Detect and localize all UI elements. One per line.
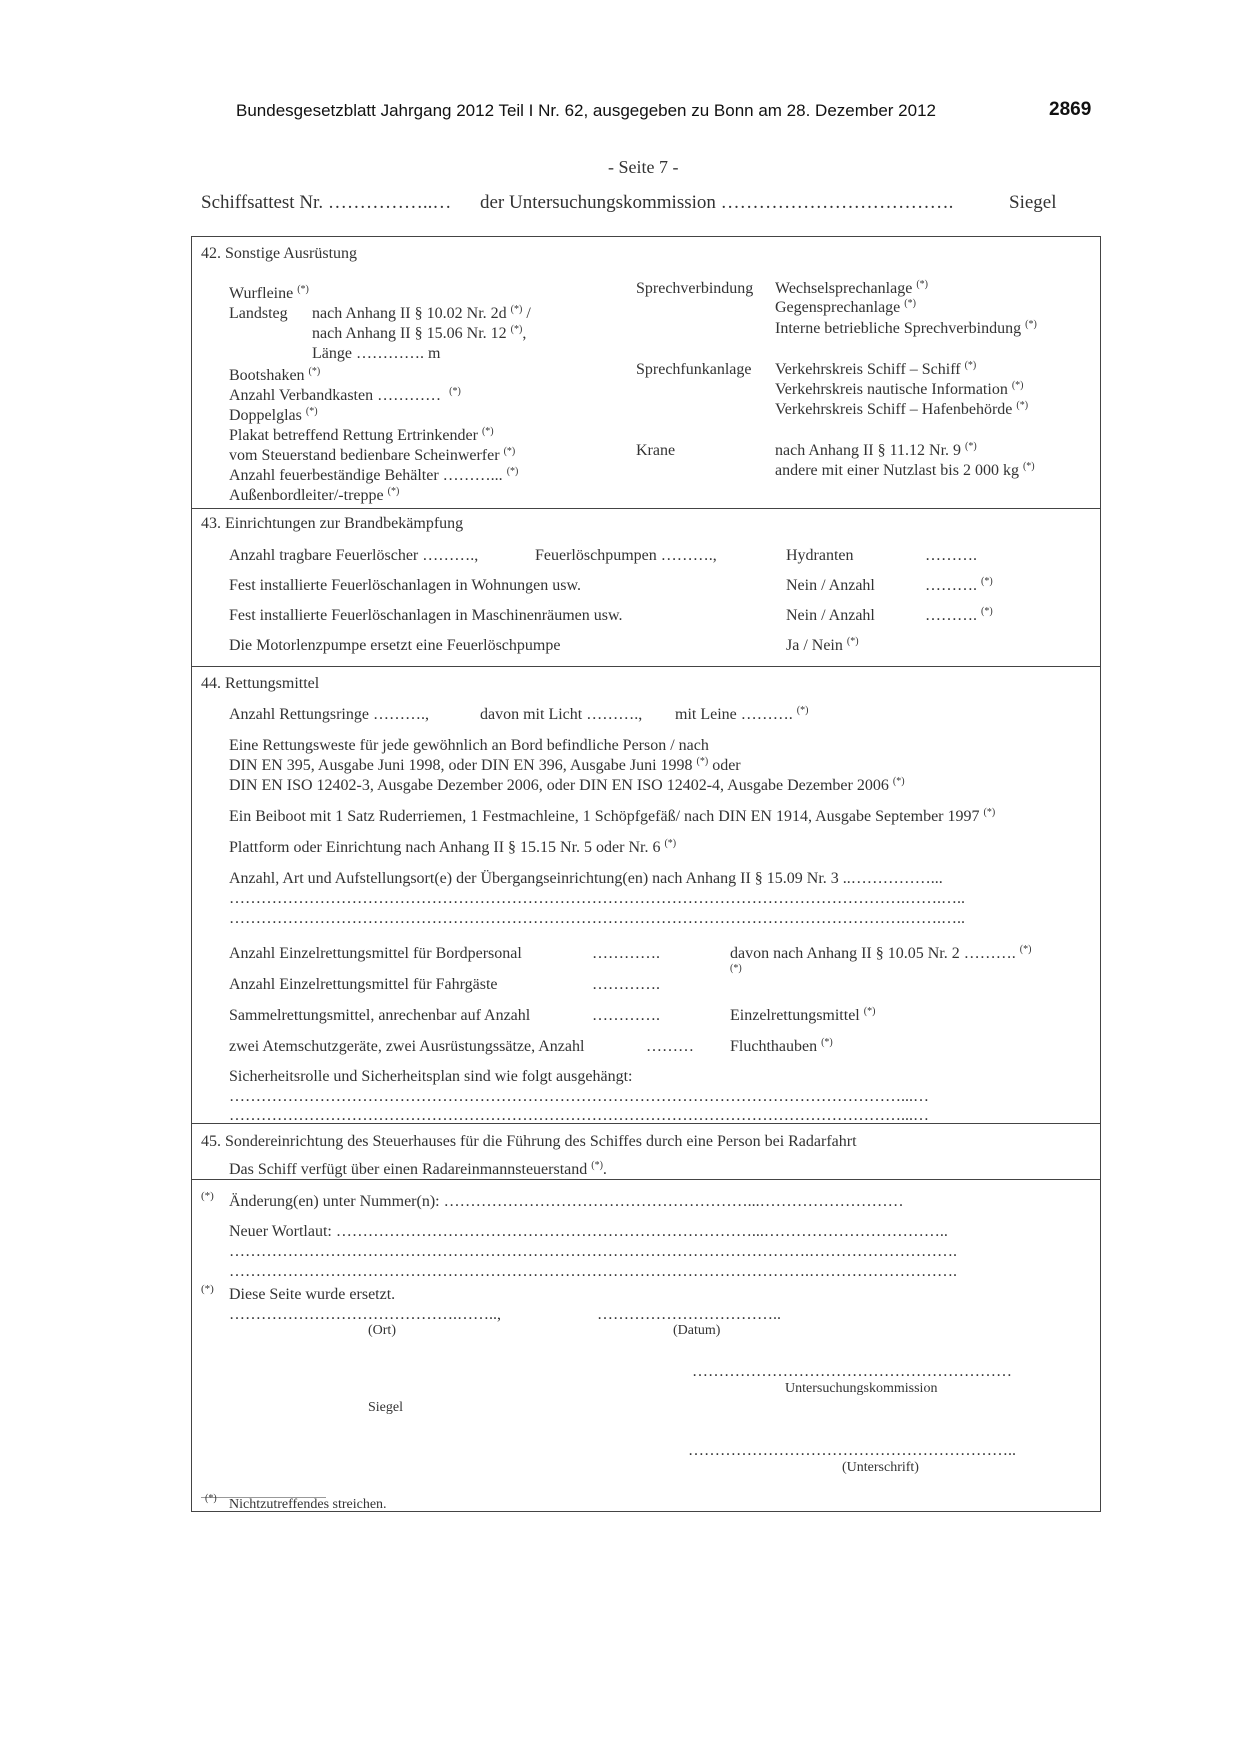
unterschrift-label: (Unterschrift) bbox=[842, 1460, 919, 1475]
aenderung-nummern: Änderung(en) unter Nummer(n): …………………………………………………...……………………… bbox=[229, 1193, 904, 1210]
hydranten-label: Hydranten bbox=[786, 547, 854, 564]
anzahl-maschinen-dots: ………. (*) bbox=[925, 606, 993, 624]
sammel-dots: …………. bbox=[592, 1007, 660, 1024]
verkehrskreis-schiff: Verkehrskreis Schiff – Schiff (*) bbox=[775, 360, 977, 378]
nein-anzahl-wohnungen: Nein / Anzahl bbox=[786, 577, 875, 594]
rettungsringe: Anzahl Rettungsringe ………., bbox=[229, 706, 429, 723]
attest-number-field: Schiffsattest Nr. ……………..… bbox=[201, 192, 452, 213]
fahrgaeste-footnote-marker: (*) bbox=[730, 963, 742, 974]
verkehrskreis-hafen: Verkehrskreis Schiff – Hafenbehörde (*) bbox=[775, 400, 1029, 418]
hydranten-dots: ………. bbox=[925, 547, 977, 564]
footnote-text: Nichtzutreffendes streichen. bbox=[229, 1497, 387, 1512]
sicherheitsrolle: Sicherheitsrolle und Sicherheitsplan sind wie folgt ausgehängt: bbox=[229, 1068, 633, 1085]
ort-label: (Ort) bbox=[368, 1323, 396, 1338]
footnote-marker: (*) bbox=[205, 1493, 217, 1504]
uebergangseinrichtung: Anzahl, Art und Aufstellungsort(e) der Übergangseinrichtung(en) nach Anhang II § 15.09 Nr. 3 ..……………... bbox=[229, 870, 943, 887]
sprechfunkanlage-label: Sprechfunkanlage bbox=[636, 361, 752, 378]
rettungsringe-licht: davon mit Licht ………., bbox=[480, 706, 643, 723]
ja-nein-motorlenz: Ja / Nein (*) bbox=[786, 636, 859, 654]
krane-label: Krane bbox=[636, 442, 676, 459]
siegel-label: Siegel bbox=[1009, 192, 1057, 213]
rettungsweste-line1: Eine Rettungsweste für jede gewöhnlich an Bord befindliche Person / nach bbox=[229, 737, 709, 754]
kommission-dots: …………………………………………………… bbox=[692, 1363, 1012, 1380]
dotted-line: ……………………………………………………………………………………………….………………………. bbox=[229, 1263, 957, 1280]
rettungsweste-line2: DIN EN 395, Ausgabe Juni 1998, oder DIN EN 396, Ausgabe Juni 1998 (*) oder bbox=[229, 756, 741, 774]
atemschutzgeraete: zwei Atemschutzgeräte, zwei Ausrüstungssätze, Anzahl bbox=[229, 1038, 585, 1055]
feuerloeschpumpen: Feuerlöschpumpen ………., bbox=[535, 547, 717, 564]
motorlenzpumpe: Die Motorlenzpumpe ersetzt eine Feuerlöschpumpe bbox=[229, 637, 561, 654]
footnote-marker: (*) bbox=[201, 1190, 214, 1202]
ort-dots: …………………………………….…….., bbox=[229, 1306, 501, 1323]
seite-ersetzt: Diese Seite wurde ersetzt. bbox=[229, 1286, 396, 1303]
section-45-title: 45. Sondereinrichtung des Steuerhauses für die Führung des Schiffes durch eine Person bei Radarfahrt bbox=[201, 1133, 857, 1150]
scheinwerfer: vom Steuerstand bedienbare Scheinwerfer (*) bbox=[229, 446, 516, 464]
behaelter: Anzahl feuerbeständige Behälter ………... (*) bbox=[229, 466, 519, 484]
datum-dots: …………………………….. bbox=[597, 1306, 781, 1323]
doppelglas: Doppelglas (*) bbox=[229, 406, 318, 424]
divider-44 bbox=[191, 666, 1101, 667]
anlagen-maschinen: Fest installierte Feuerlöschanlagen in Maschinenräumen usw. bbox=[229, 607, 623, 624]
einzelrettungsmittel: Einzelrettungsmittel (*) bbox=[730, 1006, 876, 1024]
kommission-label: Untersuchungskommission bbox=[785, 1381, 938, 1396]
gegensprechanlage: Gegensprechanlage (*) bbox=[775, 298, 916, 316]
divider-changes bbox=[191, 1179, 1101, 1180]
beiboot: Ein Beiboot mit 1 Satz Ruderriemen, 1 Festmachleine, 1 Schöpfgefäß/ nach DIN EN 1914, Ausgabe September 1997 (*) bbox=[229, 807, 996, 825]
rettungsweste-line3: DIN EN ISO 12402-3, Ausgabe Dezember 2006, oder DIN EN ISO 12402-4, Ausgabe Dezember 2006 (*) bbox=[229, 776, 905, 794]
divider-43 bbox=[191, 508, 1101, 509]
sammelrettungsmittel: Sammelrettungsmittel, anrechenbar auf Anzahl bbox=[229, 1007, 531, 1024]
journal-header: Bundesgesetzblatt Jahrgang 2012 Teil I Nr. 62, ausgegeben zu Bonn am 28. Dezember 2012 bbox=[236, 101, 936, 120]
nein-anzahl-maschinen: Nein / Anzahl bbox=[786, 607, 875, 624]
tragbare-feuerloescher: Anzahl tragbare Feuerlöscher ………., bbox=[229, 547, 479, 564]
bootshaken: Bootshaken (*) bbox=[229, 366, 321, 384]
commission-field: der Untersuchungskommission ………………………………. bbox=[480, 192, 954, 213]
landsteg-laenge: Länge …………. m bbox=[312, 345, 441, 362]
radareinmannsteuerstand: Das Schiff verfügt über einen Radareinmannsteuerstand (*). bbox=[229, 1160, 607, 1178]
atem-dots: ……… bbox=[646, 1038, 694, 1055]
bordpersonal-dots: …………. bbox=[592, 945, 660, 962]
aussenbordleiter: Außenbordleiter/-treppe (*) bbox=[229, 486, 400, 504]
interne-sprechverbindung: Interne betriebliche Sprechverbindung (*) bbox=[775, 319, 1037, 337]
krane-anhang: nach Anhang II § 11.12 Nr. 9 (*) bbox=[775, 441, 977, 459]
landsteg-option-a: nach Anhang II § 10.02 Nr. 2d (*) / bbox=[312, 304, 531, 322]
rettungsringe-leine: mit Leine ………. (*) bbox=[675, 705, 809, 723]
wechselsprechanlage: Wechselsprechanlage (*) bbox=[775, 279, 928, 297]
verbandkasten: Anzahl Verbandkasten ………… (*) bbox=[229, 386, 461, 404]
wurfleine: Wurfleine (*) bbox=[229, 284, 309, 302]
page-number: 2869 bbox=[1049, 99, 1092, 120]
siegel-stamp-label: Siegel bbox=[368, 1400, 403, 1415]
footnote-marker: (*) bbox=[201, 1283, 214, 1295]
datum-label: (Datum) bbox=[673, 1323, 721, 1338]
dotted-line: ………………………………………………………………………………………………………………...… bbox=[229, 1107, 929, 1124]
fluchthauben: Fluchthauben (*) bbox=[730, 1037, 833, 1055]
section-43-title: 43. Einrichtungen zur Brandbekämpfung bbox=[201, 515, 464, 532]
einzelrettung-bordpersonal: Anzahl Einzelrettungsmittel für Bordpersonal bbox=[229, 945, 522, 962]
davon-anhang: davon nach Anhang II § 10.05 Nr. 2 ………. (*) bbox=[730, 944, 1032, 962]
anlagen-wohnungen: Fest installierte Feuerlöschanlagen in Wohnungen usw. bbox=[229, 577, 581, 594]
plattform: Plattform oder Einrichtung nach Anhang II § 15.15 Nr. 5 oder Nr. 6 (*) bbox=[229, 838, 677, 856]
krane-andere: andere mit einer Nutzlast bis 2 000 kg (*) bbox=[775, 461, 1035, 479]
dotted-line: ……………………………………………………………………………………………………………….…….….. bbox=[229, 910, 965, 927]
section-44-title: 44. Rettungsmittel bbox=[201, 675, 320, 692]
section-42-title: 42. Sonstige Ausrüstung bbox=[201, 245, 358, 262]
unterschrift-dots: …………………………………………………….. bbox=[688, 1442, 1016, 1459]
sprechverbindung-label: Sprechverbindung bbox=[636, 280, 754, 297]
dotted-line: ……………………………………………………………………………………………….………………………. bbox=[229, 1243, 957, 1260]
subpage-title: - Seite 7 - bbox=[608, 157, 679, 177]
fahrgaeste-dots: …………. bbox=[592, 976, 660, 993]
anzahl-wohnungen-dots: ………. (*) bbox=[925, 576, 993, 594]
landsteg-option-b: nach Anhang II § 15.06 Nr. 12 (*), bbox=[312, 324, 527, 342]
landsteg-label: Landsteg bbox=[229, 305, 288, 322]
dotted-line: ……………………………………………………………………………………………………………….…….….. bbox=[229, 890, 965, 907]
dotted-line: ………………………………………………………………………………………………………………...… bbox=[229, 1088, 929, 1105]
einzelrettung-fahrgaeste: Anzahl Einzelrettungsmittel für Fahrgäste bbox=[229, 976, 498, 993]
plakat: Plakat betreffend Rettung Ertrinkender (*) bbox=[229, 426, 494, 444]
neuer-wortlaut: Neuer Wortlaut: ……………………………………………………………………...…………………………….. bbox=[229, 1223, 948, 1240]
verkehrskreis-nautisch: Verkehrskreis nautische Information (*) bbox=[775, 380, 1024, 398]
